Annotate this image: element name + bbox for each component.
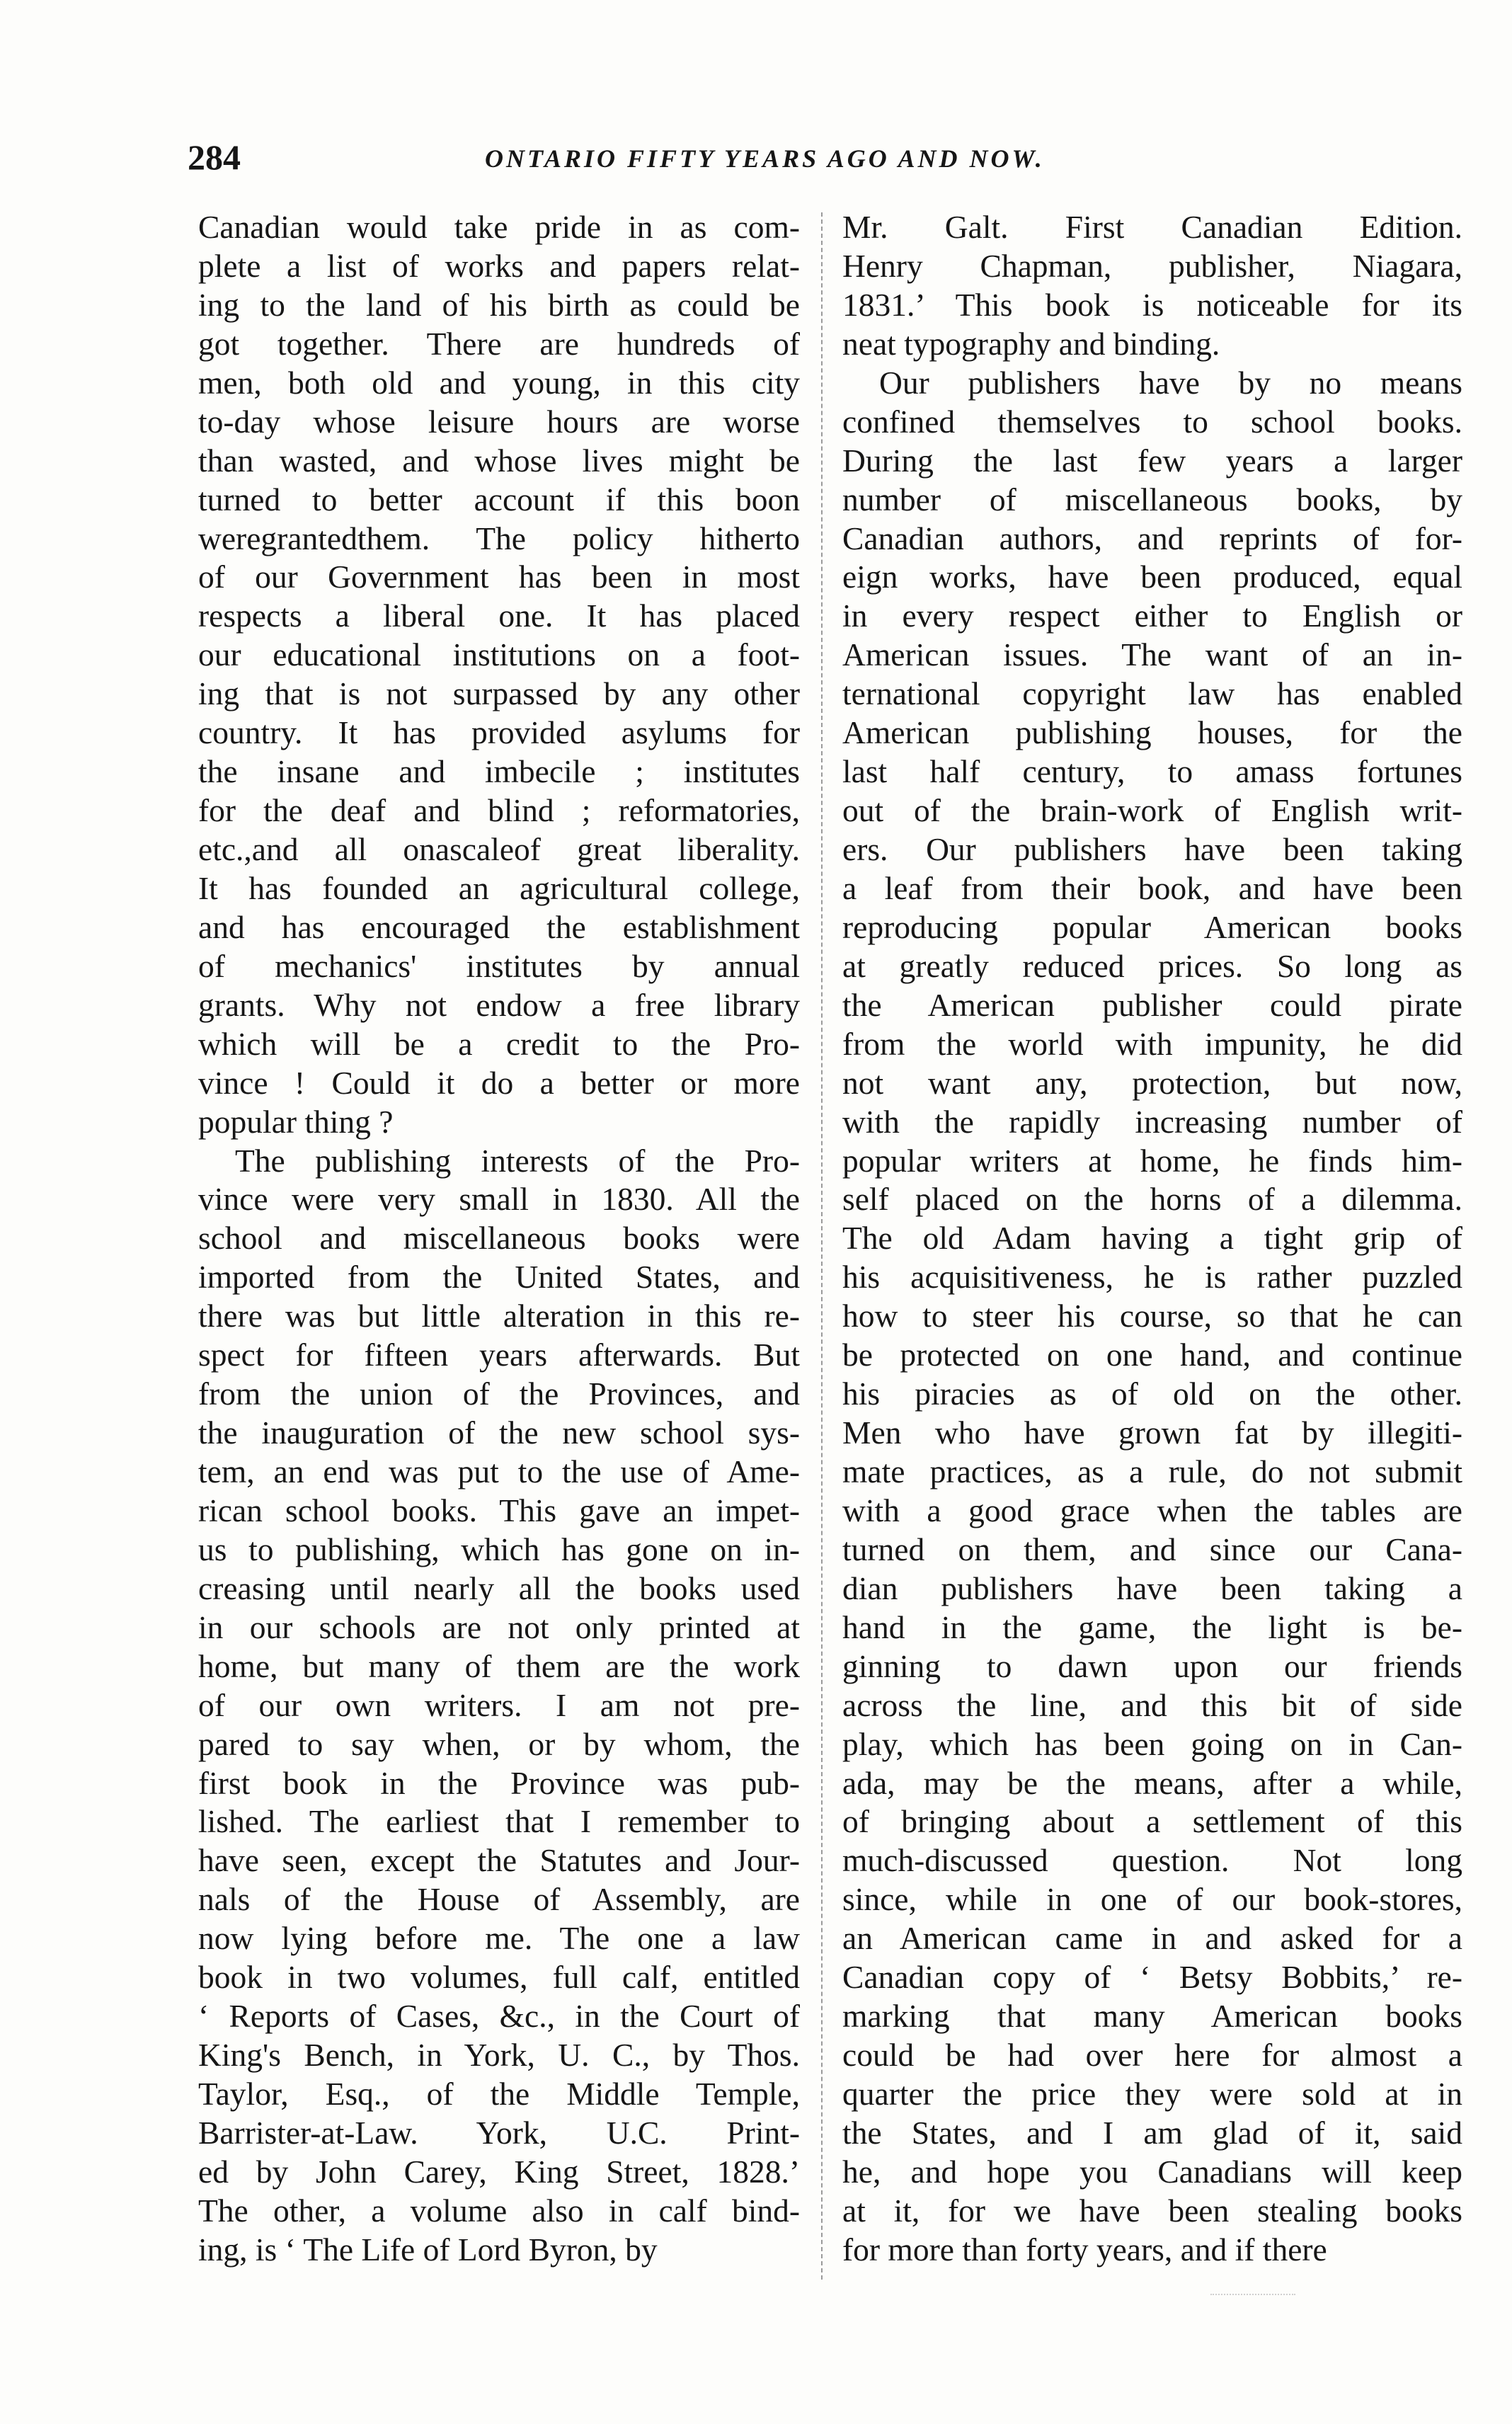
text-line: grants. Why not endow a free library bbox=[198, 986, 800, 1023]
text-line: be protected on one hand, and continue bbox=[842, 1337, 1462, 1373]
text-line: at greatly reduced prices. So long as bbox=[842, 947, 1462, 984]
text-line: Men who have grown fat by illegiti- bbox=[842, 1414, 1462, 1451]
text-line: now lying before me. The one a law bbox=[198, 1920, 800, 1957]
text-line: dian publishers have been taking a bbox=[842, 1570, 1462, 1606]
text-line: in our schools are not only printed at bbox=[198, 1608, 800, 1645]
text-line: self placed on the horns of a dilemma. bbox=[842, 1181, 1462, 1218]
text-line: our educational institutions on a foot- bbox=[198, 636, 800, 673]
text-line: King's Bench, in York, U. C., by Thos. bbox=[198, 2037, 800, 2074]
text-line: there was but little alteration in this re- bbox=[198, 1298, 800, 1334]
text-line: play, which has been going on in Can- bbox=[842, 1725, 1462, 1762]
text-line: the States, and I am glad of it, said bbox=[842, 2114, 1462, 2151]
text-line: ing, is ‘ The Life of Lord Byron, by bbox=[198, 2231, 658, 2268]
text-line: Taylor, Esq., of the Middle Temple, bbox=[198, 2076, 800, 2112]
text-line: hand in the game, the light is be- bbox=[842, 1608, 1462, 1645]
text-line: book in two volumes, full calf, entitled bbox=[198, 1959, 800, 1996]
text-line: Canadian copy of ‘ Betsy Bobbits,’ re- bbox=[842, 1959, 1462, 1996]
text-line: lished. The earliest that I remember to bbox=[198, 1803, 800, 1840]
text-line: turned on them, and since our Cana- bbox=[842, 1531, 1462, 1567]
text-line: the inauguration of the new school sys- bbox=[198, 1414, 800, 1451]
text-line: weregrantedthem. The policy hitherto bbox=[198, 520, 800, 556]
text-line: eign works, have been produced, equal bbox=[842, 559, 1462, 595]
text-line: a leaf from their book, and have been bbox=[842, 869, 1462, 906]
text-line: plete a list of works and papers relat- bbox=[198, 247, 800, 284]
text-line: country. It has provided asylums for bbox=[198, 714, 800, 751]
text-line: Canadian authors, and reprints of for- bbox=[842, 520, 1462, 556]
text-line: turned to better account if this boon bbox=[198, 481, 800, 518]
text-line: imported from the United States, and bbox=[198, 1259, 800, 1296]
text-line: for the deaf and blind ; reformatories, bbox=[198, 792, 800, 829]
text-line: spect for fifteen years afterwards. But bbox=[198, 1337, 800, 1373]
text-line: first book in the Province was pub- bbox=[198, 1764, 800, 1801]
text-line: at it, for we have been stealing books bbox=[842, 2192, 1462, 2229]
text-line: number of miscellaneous books, by bbox=[842, 481, 1462, 518]
text-line: us to publishing, which has gone on in- bbox=[198, 1531, 800, 1567]
text-line: mate practices, as a rule, do not submit bbox=[842, 1453, 1462, 1490]
text-line: out of the brain-work of English writ- bbox=[842, 792, 1462, 829]
text-line: from the world with impunity, he did bbox=[842, 1025, 1462, 1062]
text-line: Mr. Galt. First Canadian Edition. bbox=[842, 209, 1462, 245]
text-line: ‘ Reports of Cases, &c., in the Court of bbox=[198, 1998, 800, 2035]
text-line: ing that is not surpassed by any other bbox=[198, 675, 800, 712]
text-line: 1831.’ This book is noticeable for its bbox=[842, 286, 1462, 323]
text-line: American publishing houses, for the bbox=[842, 714, 1462, 751]
text-line: Our publishers have by no means bbox=[879, 364, 1462, 401]
text-line: with the rapidly increasing number of bbox=[842, 1103, 1462, 1140]
text-line: The other, a volume also in calf bind- bbox=[198, 2192, 800, 2229]
text-line: since, while in one of our book-stores, bbox=[842, 1881, 1462, 1918]
text-line: marking that many American books bbox=[842, 1998, 1462, 2035]
right-column bbox=[842, 208, 1462, 2270]
text-line: It has founded an agricultural college, bbox=[198, 869, 800, 906]
text-line: popular writers at home, he finds him- bbox=[842, 1142, 1462, 1179]
text-line: reproducing popular American books bbox=[842, 908, 1462, 945]
text-line: Barrister-at-Law. York, U.C. Print- bbox=[198, 2114, 800, 2151]
text-line: etc.,and all onascaleof great liberality. bbox=[198, 831, 800, 867]
text-line: school and miscellaneous books were bbox=[198, 1220, 800, 1257]
text-line: During the last few years a larger bbox=[842, 442, 1462, 479]
text-line: his piracies as of old on the other. bbox=[842, 1376, 1462, 1412]
text-line: much-discussed question. Not long bbox=[842, 1842, 1462, 1879]
text-line: the insane and imbecile ; institutes bbox=[198, 753, 800, 790]
text-line: of bringing about a settlement of this bbox=[842, 1803, 1462, 1840]
text-line: neat typography and binding. bbox=[842, 325, 1220, 362]
text-line: respects a liberal one. It has placed bbox=[198, 598, 800, 634]
text-line: ers. Our publishers have been taking bbox=[842, 831, 1462, 867]
text-line: the American publisher could pirate bbox=[842, 986, 1462, 1023]
text-line: Canadian would take pride in as com- bbox=[198, 209, 800, 245]
text-line: in every respect either to English or bbox=[842, 598, 1462, 634]
text-line: Henry Chapman, publisher, Niagara, bbox=[842, 247, 1462, 284]
text-line: home, but many of them are the work bbox=[198, 1647, 800, 1684]
text-line: quarter the price they were sold at in bbox=[842, 2076, 1462, 2112]
text-line: from the union of the Provinces, and bbox=[198, 1376, 800, 1412]
text-line: rican school books. This gave an impet- bbox=[198, 1492, 800, 1528]
text-line: have seen, except the Statutes and Jour- bbox=[198, 1842, 800, 1879]
text-line: popular thing ? bbox=[198, 1103, 394, 1140]
text-line: vince were very small in 1830. All the bbox=[198, 1181, 800, 1218]
text-line: nals of the House of Assembly, are bbox=[198, 1881, 800, 1918]
text-line: he, and hope you Canadians will keep bbox=[842, 2153, 1462, 2190]
text-line: vince ! Could it do a better or more bbox=[198, 1064, 800, 1101]
text-line: ed by John Carey, King Street, 1828.’ bbox=[198, 2153, 800, 2190]
text-line: ing to the land of his birth as could be bbox=[198, 286, 800, 323]
text-line: confined themselves to school books. bbox=[842, 403, 1462, 440]
text-line: tem, an end was put to the use of Ame- bbox=[198, 1453, 800, 1490]
text-line: The old Adam having a tight grip of bbox=[842, 1220, 1462, 1257]
text-line: across the line, and this bit of side bbox=[842, 1686, 1462, 1723]
column-divider bbox=[821, 212, 823, 2280]
text-line: could be had over here for almost a bbox=[842, 2037, 1462, 2074]
page-blemish bbox=[1210, 2294, 1295, 2295]
text-line: than wasted, and whose lives might be bbox=[198, 442, 800, 479]
text-line: ada, may be the means, after a while, bbox=[842, 1764, 1462, 1801]
text-line: which will be a credit to the Pro- bbox=[198, 1025, 800, 1062]
text-line: of our own writers. I am not pre- bbox=[198, 1686, 800, 1723]
text-line: got together. There are hundreds of bbox=[198, 325, 800, 362]
text-line: ginning to dawn upon our friends bbox=[842, 1647, 1462, 1684]
text-line: of mechanics' institutes by annual bbox=[198, 947, 800, 984]
text-line: ternational copyright law has enabled bbox=[842, 675, 1462, 712]
running-title: ONTARIO FIFTY YEARS AGO AND NOW. bbox=[485, 144, 1045, 173]
text-line: his acquisitiveness, he is rather puzzled bbox=[842, 1259, 1462, 1296]
text-line: creasing until nearly all the books used bbox=[198, 1570, 800, 1606]
text-line: of our Government has been in most bbox=[198, 559, 800, 595]
text-line: not want any, protection, but now, bbox=[842, 1064, 1462, 1101]
running-header bbox=[188, 136, 1448, 178]
text-line: American issues. The want of an in- bbox=[842, 636, 1462, 673]
text-line: pared to say when, or by whom, the bbox=[198, 1725, 800, 1762]
text-line: The publishing interests of the Pro- bbox=[235, 1142, 800, 1179]
text-line: for more than forty years, and if there bbox=[842, 2231, 1327, 2268]
text-line: to-day whose leisure hours are worse bbox=[198, 403, 800, 440]
text-line: men, both old and young, in this city bbox=[198, 364, 800, 401]
text-line: an American came in and asked for a bbox=[842, 1920, 1462, 1957]
text-line: and has encouraged the establishment bbox=[198, 908, 800, 945]
page-number: 284 bbox=[188, 137, 241, 177]
text-line: last half century, to amass fortunes bbox=[842, 753, 1462, 790]
text-line: with a good grace when the tables are bbox=[842, 1492, 1462, 1528]
left-column bbox=[198, 208, 800, 2270]
text-line: how to steer his course, so that he can bbox=[842, 1298, 1462, 1334]
